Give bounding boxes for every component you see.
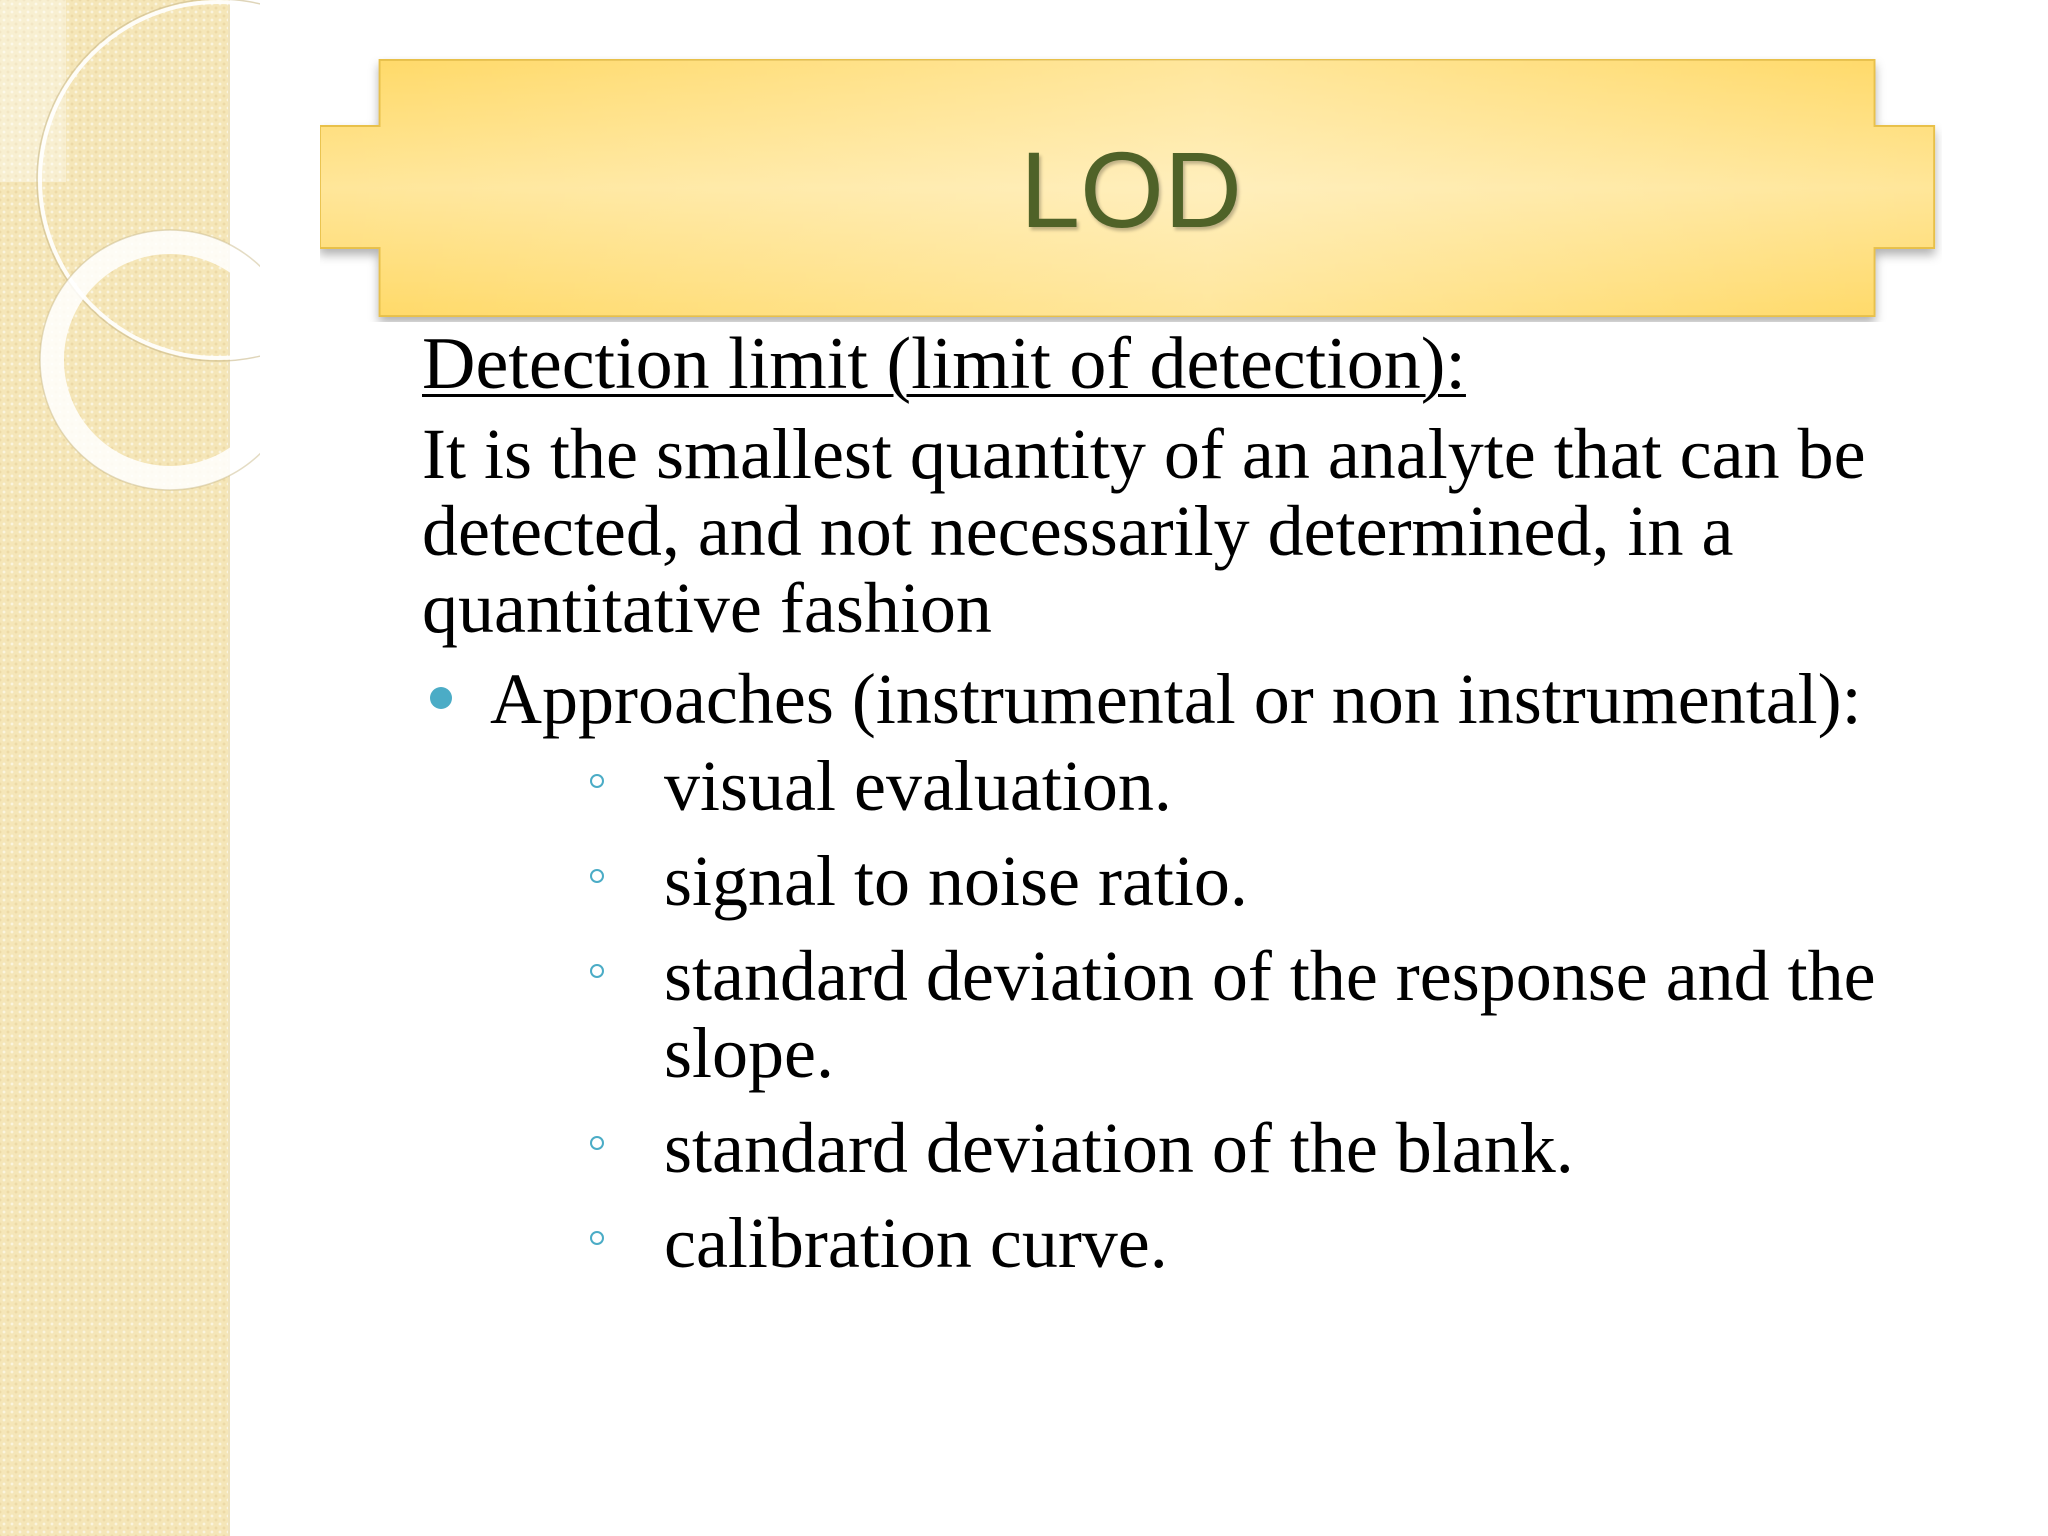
- list-item: [422, 938, 1982, 1092]
- hollow-circle-bullet-icon: [590, 1136, 604, 1150]
- approaches-list: [422, 748, 1982, 1282]
- title-banner: [320, 56, 1942, 322]
- filled-circle-bullet-icon: [430, 687, 452, 709]
- list-item: [422, 843, 1982, 920]
- list-item: [422, 1110, 1982, 1187]
- list-item-text: visual evaluation.: [664, 746, 1172, 826]
- list-item-text: standard deviation of the response and the slope.: [664, 936, 1876, 1093]
- list-item: [422, 1205, 1982, 1282]
- hollow-circle-bullet-icon: [590, 869, 604, 883]
- decorative-rings: [0, 0, 260, 520]
- hollow-circle-bullet-icon: [590, 1231, 604, 1245]
- approaches-label: Approaches (instrumental or non instrumental):: [490, 659, 1862, 739]
- approaches-bullet: [422, 661, 1982, 738]
- list-item-text: calibration curve.: [664, 1203, 1168, 1283]
- hollow-circle-bullet-icon: [590, 774, 604, 788]
- section-heading: Detection limit (limit of detection):: [422, 323, 1466, 405]
- definition-text: It is the smallest quantity of an analyte that can be detected, and not necessarily determined, in a quantitative fashion: [422, 414, 1866, 648]
- list-item-text: signal to noise ratio.: [664, 841, 1248, 921]
- list-item-text: standard deviation of the blank.: [664, 1108, 1574, 1188]
- decorative-side-strip: [0, 0, 230, 1536]
- list-item: [422, 748, 1982, 825]
- slide-title: LOD: [1019, 128, 1243, 250]
- slide-body: [422, 322, 1982, 1300]
- hollow-circle-bullet-icon: [590, 964, 604, 978]
